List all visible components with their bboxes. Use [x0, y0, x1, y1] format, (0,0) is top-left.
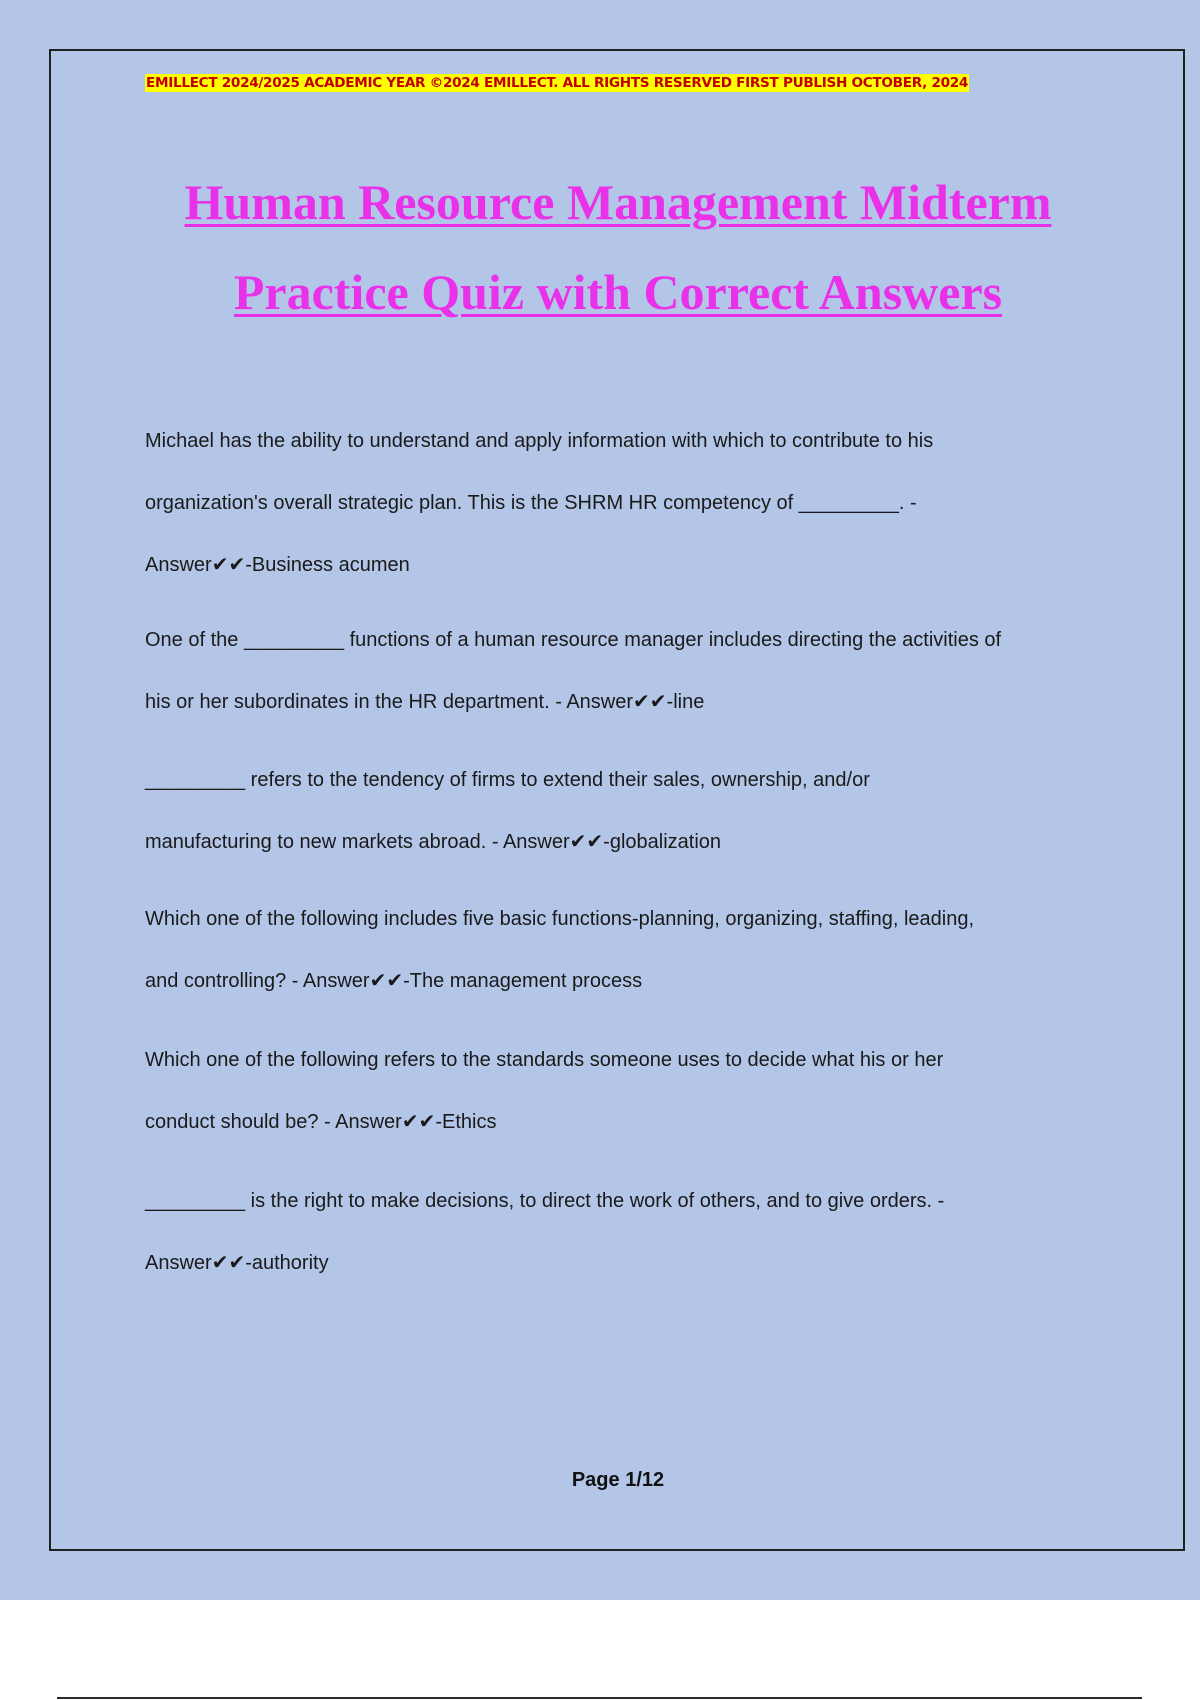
- question-block: [145, 609, 1105, 733]
- question-line: Michael has the ability to understand and apply information with which to contribute to his: [145, 430, 934, 452]
- document-title-line-1: Human Resource Management Midterm: [184, 174, 1052, 230]
- question-line: organization's overall strategic plan. This is the SHRM HR competency of _________. -: [145, 492, 917, 514]
- question-block: [145, 1029, 1105, 1153]
- answer-line: conduct should be? - Answer✔✔-Ethics: [145, 1111, 497, 1133]
- page-number: Page 1/12: [571, 1469, 665, 1491]
- question-line: _________ is the right to make decisions, to direct the work of others, and to give orders. -: [145, 1190, 945, 1212]
- copyright-notice: EMILLECT 2024/2025 ACADEMIC YEAR ©2024 EMILLECT. ALL RIGHTS RESERVED FIRST PUBLISH OCTOBER, 2024: [146, 75, 969, 91]
- question-line: One of the _________ functions of a human resource manager includes directing the activities of: [145, 629, 1002, 651]
- question-block: [145, 1170, 1105, 1294]
- answer-line: his or her subordinates in the HR department. - Answer✔✔-line: [145, 691, 705, 713]
- answer-line: manufacturing to new markets abroad. - Answer✔✔-globalization: [145, 831, 722, 853]
- question-block: [145, 749, 1105, 873]
- answer-line: and controlling? - Answer✔✔-The management process: [145, 970, 643, 992]
- answer-line: Answer✔✔-Business acumen: [145, 554, 410, 576]
- answer-line: Answer✔✔-authority: [145, 1252, 329, 1274]
- document-title-line-2: Practice Quiz with Correct Answers: [233, 264, 1003, 320]
- question-block: [145, 410, 1105, 596]
- question-line: Which one of the following includes five basic functions-planning, organizing, staffing, leading,: [145, 908, 975, 930]
- footer-divider: [57, 1697, 1142, 1699]
- question-block: [145, 888, 1105, 1012]
- question-line: _________ refers to the tendency of firms to extend their sales, ownership, and/or: [145, 769, 870, 791]
- question-line: Which one of the following refers to the standards someone uses to decide what his or her: [145, 1049, 944, 1071]
